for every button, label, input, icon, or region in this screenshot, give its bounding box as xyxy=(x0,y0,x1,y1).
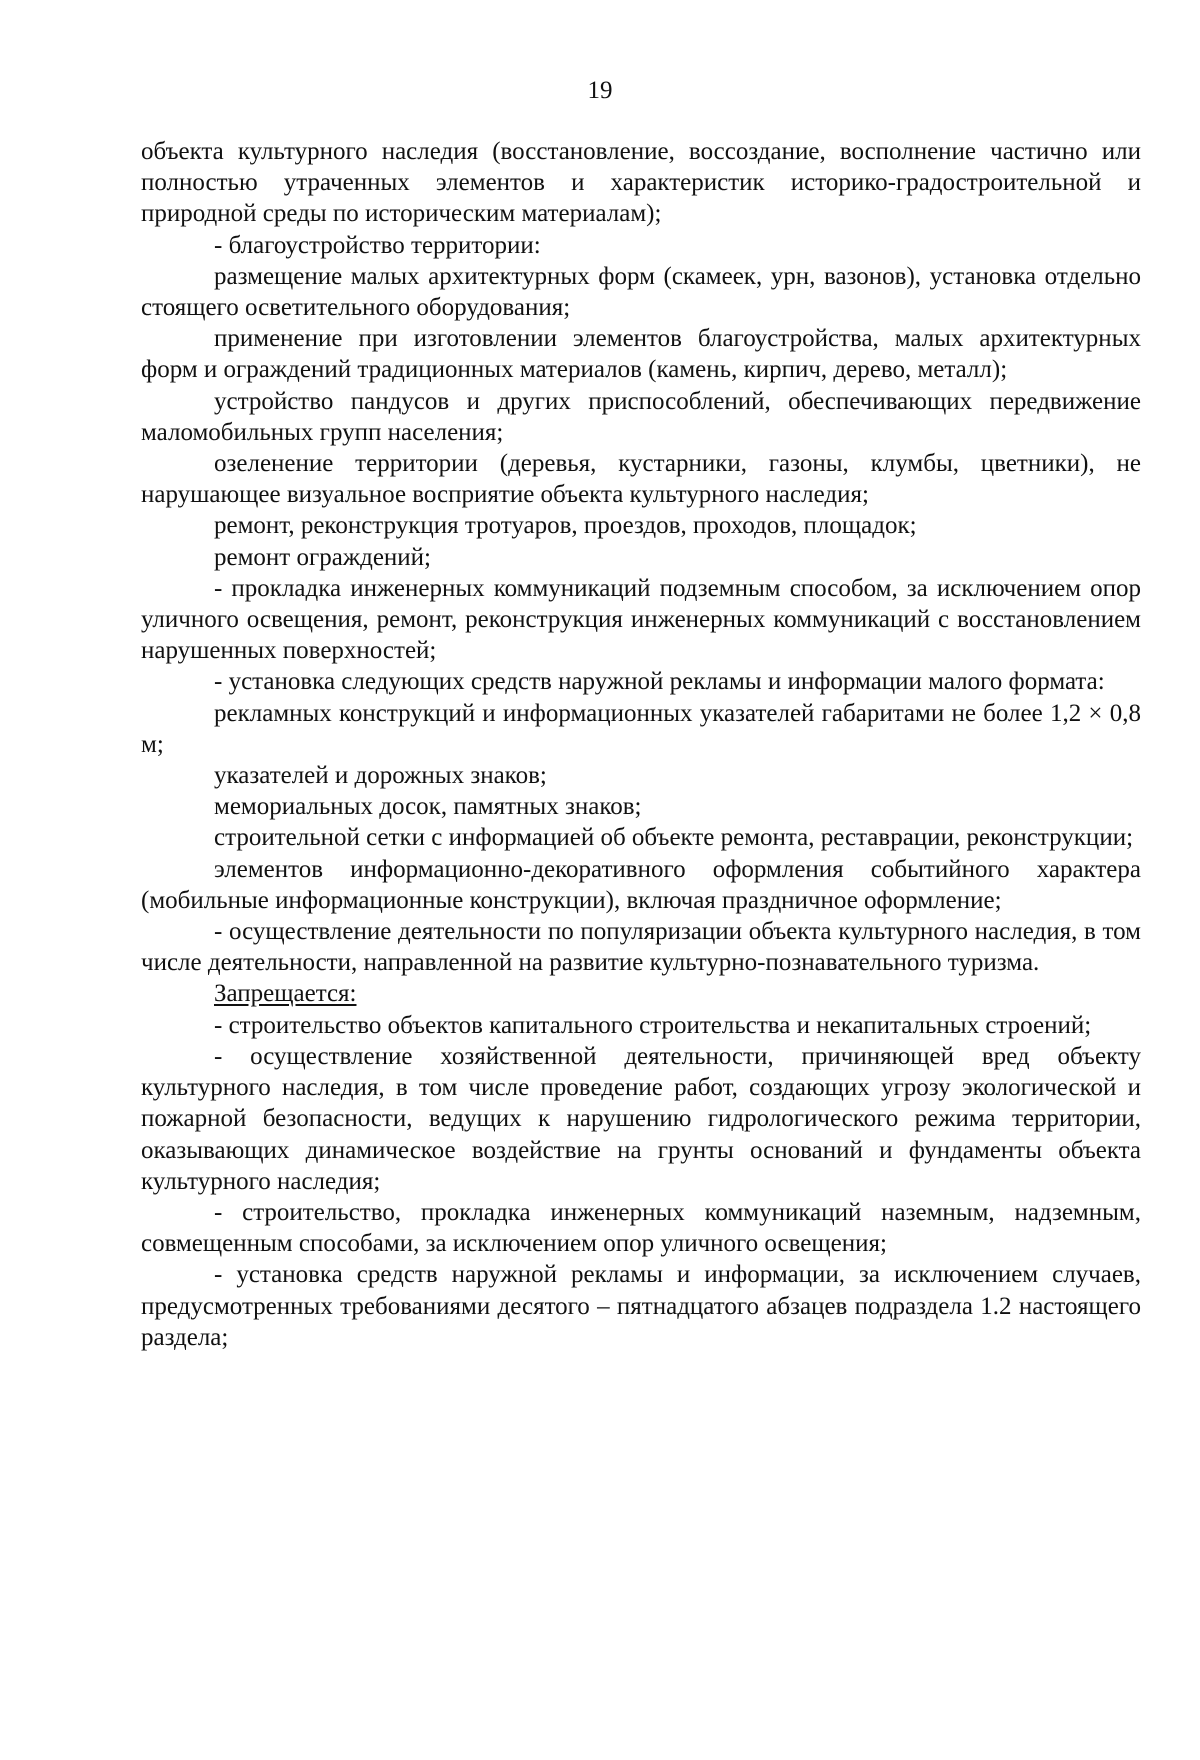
paragraph-16: - осуществление деятельности по популяризации объекта культурного наследия, в том числе деятельности, направленной на развитие культурно-познавательного туризма. xyxy=(141,918,1141,977)
paragraph-15: элементов информационно-декоративного оформления событийного характера (мобильные информационные конструкции), включая праздничное оформление; xyxy=(141,855,1141,914)
document-body xyxy=(141,136,1141,1353)
paragraph-12: указателей и дорожных знаков; xyxy=(214,762,547,790)
paragraph-4: применение при изготовлении элементов благоустройства, малых архитектурных форм и ограждений традиционных материалов (камень, кирпич, дерево, металл); xyxy=(141,325,1141,384)
paragraph-14: строительной сетки с информацией об объекте ремонта, реставрации, реконструкции; xyxy=(214,824,1134,852)
paragraph-7: ремонт, реконструкция тротуаров, проездов, проходов, площадок; xyxy=(214,512,917,540)
page-number: 19 xyxy=(587,77,613,104)
paragraph-8: ремонт ограждений; xyxy=(214,543,431,571)
paragraph-10: - установка следующих средств наружной рекламы и информации малого формата: xyxy=(214,668,1105,696)
paragraph-11: рекламных конструкций и информационных указателей габаритами не более 1,2 × 0,8 м; xyxy=(141,699,1141,758)
paragraph-19: - осуществление хозяйственной деятельности, причиняющей вред объекту культурного наследия, в том числе проведение работ, создающих угрозу экологической и пожарной безопасности, ведущих к нарушению гидрологического режима территории, оказывающих динамическое воздействие на грунты оснований и фундаменты объекта культурного наследия; xyxy=(141,1042,1141,1195)
section-heading-prohibited xyxy=(141,978,1141,1009)
paragraph-3: размещение малых архитектурных форм (скамеек, урн, вазонов), установка отдельно стоящего осветительного оборудования; xyxy=(141,262,1141,322)
prohibited-label: Запрещается: xyxy=(214,980,357,1008)
paragraph-13: мемориальных досок, памятных знаков; xyxy=(214,793,642,821)
paragraph-5: устройство пандусов и других приспособлений, обеспечивающих передвижение маломобильных групп населения; xyxy=(141,387,1141,446)
paragraph-18: - строительство объектов капитального строительства и некапитальных строений; xyxy=(214,1011,1092,1039)
paragraph-1: объекта культурного наследия (восстановление, воссоздание, восполнение частично или полностью утраченных элементов и характеристик историко-градостроительной и природной среды по историческим материалам); xyxy=(141,138,1141,228)
paragraph-9: - прокладка инженерных коммуникаций подземным способом, за исключением опор уличного освещения, ремонт, реконструкция инженерных коммуникаций с восстановлением нарушенных поверхностей; xyxy=(141,574,1141,665)
paragraph-2: - благоустройство территории: xyxy=(214,231,541,259)
paragraph-6: озеленение территории (деревья, кустарники, газоны, клумбы, цветники), не нарушающее визуальное восприятие объекта культурного наследия; xyxy=(141,450,1141,509)
paragraph-21: - установка средств наружной рекламы и информации, за исключением случаев, предусмотренных требованиями десятого – пятнадцатого абзацев подраздела 1.2 настоящего раздела; xyxy=(141,1261,1141,1351)
paragraph-20: - строительство, прокладка инженерных коммуникаций наземным, надземным, совмещенным способами, за исключением опор уличного освещения; xyxy=(141,1198,1141,1258)
